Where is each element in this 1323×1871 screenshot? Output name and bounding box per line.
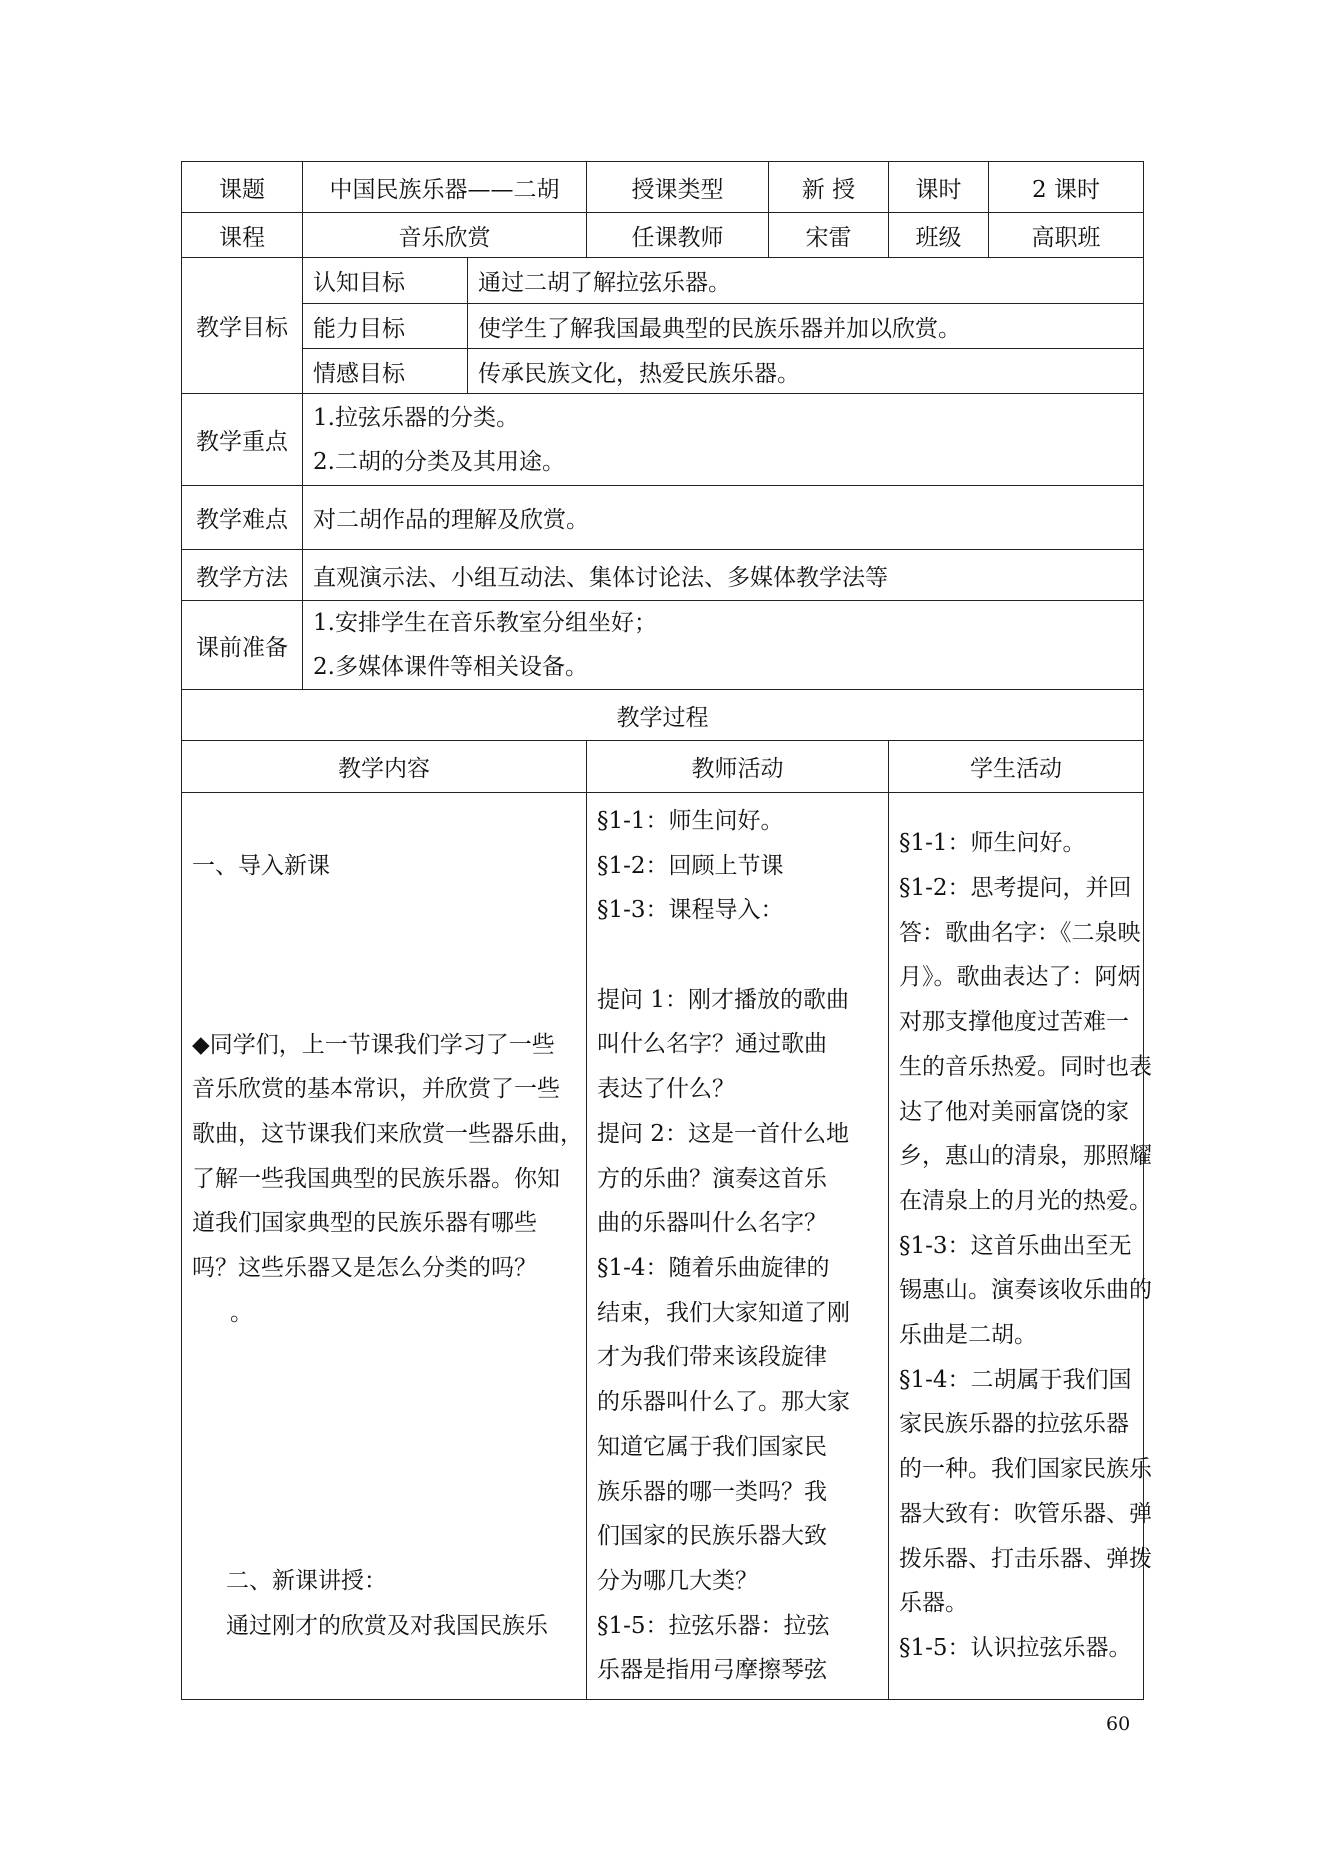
difficulty-row xyxy=(182,486,1144,550)
content-line: 二、新课讲授： xyxy=(226,1567,387,1594)
teacher-line: 的乐器叫什么了。那大家 xyxy=(597,1389,850,1416)
key-point-line: 1.拉弦乐器的分类。 xyxy=(313,404,519,431)
student-line: §1-5：认识拉弦乐器。 xyxy=(899,1634,1132,1661)
content-line xyxy=(192,888,576,933)
content-line: 了解一些我国典型的民族乐器。你知 xyxy=(192,1165,560,1192)
teacher-line: 们国家的民族乐器大致 xyxy=(597,1523,827,1550)
student-line: §1-1：师生问好。 xyxy=(899,830,1086,857)
content-line: 音乐欣赏的基本常识，并欣赏了一些 xyxy=(192,1076,560,1103)
student-line: 月》。歌曲表达了：阿炳 xyxy=(899,964,1141,991)
student-line: §1-3：这首乐曲出至无 xyxy=(899,1232,1132,1259)
student-line: 在清泉上的月光的热爱。 xyxy=(899,1187,1152,1214)
difficulty-label: 教学难点 xyxy=(182,486,303,550)
key-points-label: 教学重点 xyxy=(182,394,303,486)
key-point-line: 2.二胡的分类及其用途。 xyxy=(313,448,565,475)
student-line: 家民族乐器的拉弦乐器 xyxy=(899,1411,1129,1438)
teacher-line: 族乐器的哪一类吗？我 xyxy=(597,1478,827,1505)
process-title: 教学过程 xyxy=(182,690,1144,741)
preparation-content xyxy=(303,601,1144,690)
teacher-line: §1-1：师生问好。 xyxy=(597,807,784,834)
teacher-line: §1-3：课程导入： xyxy=(597,897,784,924)
objective-text: 通过二胡了解拉弦乐器。 xyxy=(468,258,1144,304)
objective-name: 认知目标 xyxy=(303,258,468,304)
key-points-row xyxy=(182,394,1144,486)
col-content-header: 教学内容 xyxy=(182,741,587,793)
class-label: 班级 xyxy=(889,213,989,258)
subject-label: 课程 xyxy=(182,213,303,258)
objective-text: 使学生了解我国最典型的民族乐器并加以欣赏。 xyxy=(468,304,1144,349)
objective-row xyxy=(182,258,1144,304)
content-line: 道我们国家典型的民族乐器有哪些 xyxy=(192,1210,537,1237)
content-line xyxy=(192,1514,576,1559)
teacher-line: 叫什么名字？通过歌曲 xyxy=(597,1031,827,1058)
type-value: 新 授 xyxy=(769,162,889,213)
process-body-row xyxy=(182,793,1144,1700)
teacher-line: §1-2：回顾上节课 xyxy=(597,852,784,879)
content-line: ◆同学们，上一节课我们学习了一些 xyxy=(192,1031,555,1058)
content-line xyxy=(192,1380,576,1425)
preparation-line: 1.安排学生在音乐教室分组坐好； xyxy=(313,610,657,636)
class-value: 高职班 xyxy=(989,213,1144,258)
methods-label: 教学方法 xyxy=(182,550,303,601)
student-line: 乡，惠山的清泉，那照耀 xyxy=(899,1143,1152,1170)
col-student-header: 学生活动 xyxy=(889,741,1144,793)
methods-row xyxy=(182,550,1144,601)
student-line: 器大致有：吹管乐器、弹 xyxy=(899,1500,1152,1527)
preparation-line: 2.多媒体课件等相关设备。 xyxy=(313,654,588,680)
content-line xyxy=(192,1425,576,1470)
teacher-line: 知道它属于我们国家民 xyxy=(597,1433,827,1460)
content-line: 歌曲，这节课我们来欣赏一些器乐曲， xyxy=(192,1120,583,1147)
header-row-1 xyxy=(182,162,1144,213)
objective-row xyxy=(182,304,1144,349)
subject-value: 音乐欣赏 xyxy=(303,213,587,258)
teacher-line xyxy=(597,933,878,978)
type-label: 授课类型 xyxy=(587,162,769,213)
student-line: 的一种。我们国家民族乐 xyxy=(899,1456,1152,1483)
student-line: 达了他对美丽富饶的家 xyxy=(899,1098,1129,1125)
key-points-content xyxy=(303,394,1144,486)
teacher-line: §1-4：随着乐曲旋律的 xyxy=(597,1254,830,1281)
process-header-row xyxy=(182,741,1144,793)
hours-value: 2 课时 xyxy=(989,162,1144,213)
student-line: §1-4：二胡属于我们国 xyxy=(899,1366,1132,1393)
content-line: 。 xyxy=(230,1299,253,1326)
course-label: 课题 xyxy=(182,162,303,213)
teacher-line: 分为哪几大类？ xyxy=(597,1567,758,1594)
student-line: 生的音乐热爱。同时也表 xyxy=(899,1053,1152,1080)
teacher-line: 表达了什么？ xyxy=(597,1076,735,1103)
teacher-activity-cell xyxy=(587,793,889,1700)
preparation-label: 课前准备 xyxy=(182,601,303,690)
col-teacher-header: 教师活动 xyxy=(587,741,889,793)
page-number: 60 xyxy=(1106,1713,1131,1735)
preparation-row xyxy=(182,601,1144,690)
student-line: 答：歌曲名字：《二泉映 xyxy=(899,919,1141,946)
teacher-line: 结束，我们大家知道了刚 xyxy=(597,1299,850,1326)
course-value: 中国民族乐器——二胡 xyxy=(303,162,587,213)
teacher-line: §1-5：拉弦乐器：拉弦 xyxy=(597,1612,830,1639)
header-row-2 xyxy=(182,213,1144,258)
content-line: 通过刚才的欣赏及对我国民族乐 xyxy=(226,1612,548,1639)
teacher-line: 提问 1：刚才播放的歌曲 xyxy=(597,986,849,1013)
content-line xyxy=(192,1469,576,1514)
content-line xyxy=(192,933,576,978)
teacher-label: 任课教师 xyxy=(587,213,769,258)
student-activity-cell xyxy=(889,793,1152,1700)
student-line: 拨乐器、打击乐器、弹拨 xyxy=(899,1545,1152,1572)
student-line: 乐曲是二胡。 xyxy=(899,1322,1037,1349)
content-line xyxy=(192,1335,576,1380)
objective-name: 能力目标 xyxy=(303,304,468,349)
lesson-plan-table xyxy=(181,161,1152,1700)
student-line: 对那支撑他度过苦难一 xyxy=(899,1009,1129,1036)
difficulty-text: 对二胡作品的理解及欣赏。 xyxy=(303,486,1144,550)
methods-text: 直观演示法、小组互动法、集体讨论法、多媒体教学法等 xyxy=(303,550,1144,601)
hours-label: 课时 xyxy=(889,162,989,213)
objective-name: 情感目标 xyxy=(303,349,468,394)
student-line: 锡惠山。演奏该收乐曲的 xyxy=(899,1277,1152,1304)
objective-row xyxy=(182,349,1144,394)
process-title-row xyxy=(182,690,1144,741)
student-line: §1-2：思考提问，并回 xyxy=(899,875,1132,902)
teacher-value: 宋雷 xyxy=(769,213,889,258)
content-line: 吗？这些乐器又是怎么分类的吗？ xyxy=(192,1255,537,1282)
objective-text: 传承民族文化，热爱民族乐器。 xyxy=(468,349,1144,394)
student-line: 乐器。 xyxy=(899,1590,968,1617)
teacher-line: 提问 2：这是一首什么地 xyxy=(597,1120,849,1147)
content-cell xyxy=(182,793,587,1700)
teacher-line: 曲的乐器叫什么名字？ xyxy=(597,1210,827,1237)
content-line: 一、导入新课 xyxy=(192,852,330,879)
teacher-line: 乐器是指用弓摩擦琴弦 xyxy=(597,1657,827,1684)
teacher-line: 才为我们带来该段旋律 xyxy=(597,1344,827,1371)
content-line xyxy=(192,978,576,1023)
teacher-line: 方的乐曲？演奏这首乐 xyxy=(597,1165,827,1192)
objectives-label: 教学目标 xyxy=(182,258,303,394)
